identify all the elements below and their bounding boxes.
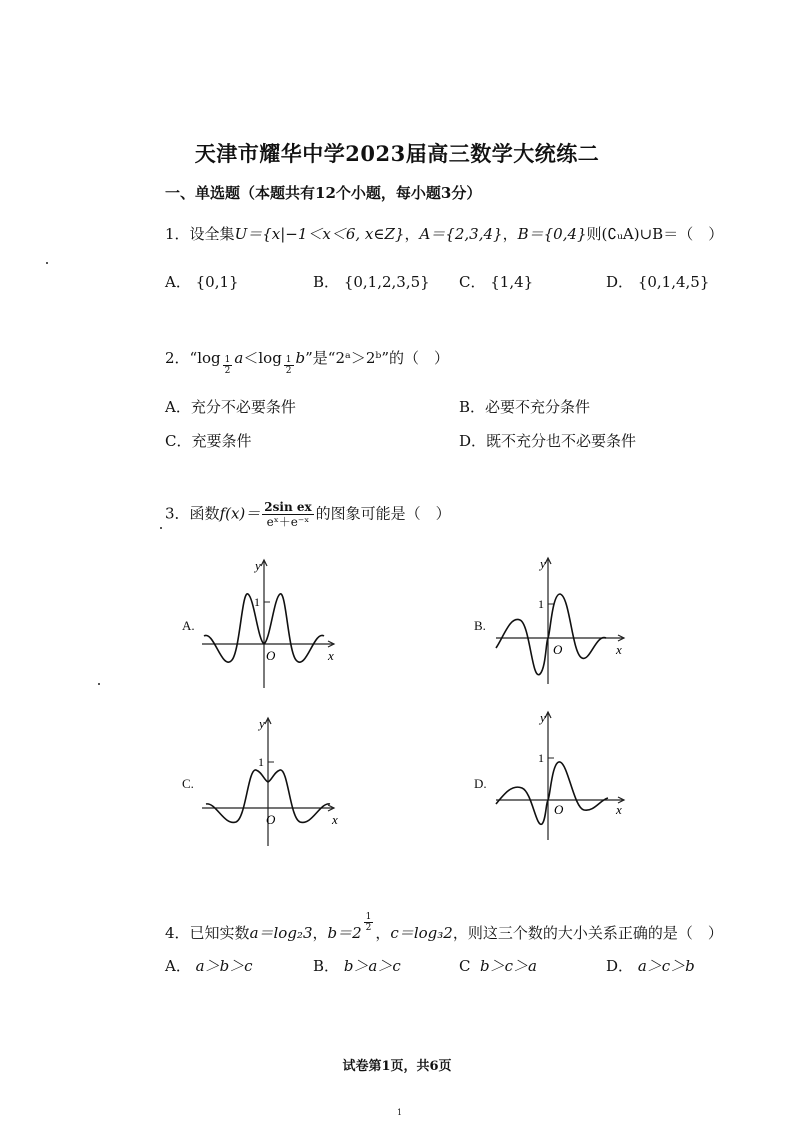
separator: ， [312, 924, 328, 942]
graph-d-label: D. [474, 776, 487, 791]
scan-speck [98, 683, 100, 685]
option-letter: D． [606, 957, 634, 975]
graph-c[interactable] [198, 714, 348, 854]
question-query: 则(∁ᵤA)∪B＝（ ） [586, 225, 724, 243]
function-expression: f(x)＝ [219, 504, 261, 523]
option-text: {0,1} [195, 273, 239, 291]
curve [496, 594, 606, 675]
option-letter: B． [459, 398, 486, 416]
graph-a-label: A. [182, 618, 195, 633]
x-axis-label: x [332, 812, 338, 827]
origin-label: O [266, 648, 276, 663]
separator: ， [404, 225, 420, 243]
option-text: a＞b＞c [195, 957, 253, 975]
option-letter: B． [313, 957, 340, 975]
option-letter: C． [459, 273, 486, 291]
option-c[interactable] [459, 271, 533, 292]
exam-title: 天津市耀华中学2023届高三数学大统练二 [194, 141, 600, 166]
option-text: b＞a＞c [343, 957, 401, 975]
option-text: 充分不必要条件 [190, 398, 296, 416]
option-text: {0,1,2,3,5} [343, 273, 430, 291]
question-text: ，则这三个数的大小关系正确的是（ ） [452, 924, 723, 942]
option-text: b＞c＞a [480, 957, 537, 975]
question-text: 已知实数 [189, 924, 250, 942]
option-a[interactable] [165, 955, 253, 976]
scan-speck [46, 262, 48, 264]
tick-label: 1 [258, 755, 264, 769]
separator: ， [502, 225, 518, 243]
graph-b-label: B. [474, 618, 486, 633]
log-symbol: log [258, 349, 282, 367]
section-heading: 一、单选题（本题共有12个小题，每小题3分） [165, 184, 482, 202]
separator: ， [375, 924, 391, 942]
quote-mark: “ [189, 349, 198, 367]
question-text: 函数 [189, 504, 220, 523]
graph-b[interactable] [490, 554, 640, 694]
y-axis-label: y [540, 556, 546, 571]
question-text: 的图象可能是（ ） [315, 504, 451, 523]
question-2 [165, 347, 449, 376]
page-number: 1 [397, 1108, 403, 1117]
option-letter: D． [606, 273, 634, 291]
option-a[interactable] [165, 271, 239, 292]
fraction-denominator: 2 [365, 923, 372, 933]
fraction-numerator: 1 [224, 355, 231, 365]
option-text: 既不充分也不必要条件 [486, 432, 637, 450]
option-c[interactable] [165, 430, 252, 451]
tick-label: 1 [254, 595, 260, 609]
question-1 [165, 223, 723, 244]
b-exponent-fraction [364, 912, 374, 933]
option-text: 充要条件 [191, 432, 252, 450]
option-letter: C． [165, 432, 192, 450]
option-text: {0,1,4,5} [637, 273, 710, 291]
option-d[interactable] [606, 271, 709, 292]
less-than: ＜ [243, 349, 259, 367]
variable-b: b [295, 349, 306, 367]
exponent-expression: 2ᵃ＞2ᵇ [335, 349, 382, 367]
y-axis-label: y [259, 716, 265, 731]
option-d[interactable] [459, 430, 636, 451]
option-letter: B． [313, 273, 340, 291]
option-d[interactable] [606, 955, 695, 976]
x-axis-label: x [328, 648, 334, 663]
question-number: 1． [165, 225, 190, 243]
set-a-expression: A＝{2,3,4} [419, 225, 503, 243]
question-number: 4． [165, 924, 190, 942]
y-axis-label: y [540, 710, 546, 725]
option-text: 必要不充分条件 [485, 398, 591, 416]
fraction-numerator: 1 [285, 355, 292, 365]
log-symbol: log [197, 349, 221, 367]
question-text: ”是“ [305, 349, 336, 367]
question-text: ”的（ ） [381, 349, 450, 367]
y-axis-label: y [255, 558, 261, 573]
fraction-numerator: 2sin ex [264, 500, 312, 514]
x-axis-label: x [616, 802, 622, 817]
variable-a: a [234, 349, 244, 367]
question-4 [165, 912, 723, 943]
x-axis-label: x [616, 642, 622, 657]
option-letter: A． [165, 957, 191, 975]
question-number: 3． [165, 504, 190, 523]
fraction-denominator: eˣ＋e⁻ˣ [266, 515, 310, 529]
option-a[interactable] [165, 396, 296, 417]
option-text: a＞c＞b [637, 957, 695, 975]
graph-c-label: C. [182, 776, 194, 791]
set-b-expression: B＝{0,4} [517, 225, 587, 243]
scan-speck [160, 527, 162, 529]
log-base-fraction [223, 355, 233, 376]
fraction-denominator: 2 [285, 366, 292, 376]
page-footer: 试卷第1页，共6页 [342, 1059, 452, 1074]
fraction-numerator: 1 [365, 912, 372, 922]
option-letter: A． [165, 398, 191, 416]
question-3 [165, 500, 451, 529]
log-base-fraction [284, 355, 294, 376]
origin-label: O [266, 812, 276, 827]
b-expression: b＝2 [327, 924, 362, 942]
curve [496, 762, 608, 824]
graph-d[interactable] [490, 708, 640, 848]
c-expression: c＝log₃2 [390, 924, 453, 942]
question-text: 设全集 [189, 225, 235, 243]
origin-label: O [554, 802, 564, 817]
set-u-expression: U＝{x|−1＜x＜6, x∈Z} [234, 225, 405, 243]
graph-a[interactable] [198, 556, 348, 696]
option-letter: D． [459, 432, 487, 450]
option-letter: C [459, 957, 471, 975]
tick-label: 1 [538, 751, 544, 765]
question-number: 2． [165, 349, 190, 367]
a-expression: a＝log₂3 [249, 924, 313, 942]
option-b[interactable] [313, 271, 430, 292]
option-b[interactable] [459, 396, 590, 417]
function-fraction [262, 500, 313, 529]
fraction-denominator: 2 [224, 366, 231, 376]
tick-label: 1 [538, 597, 544, 611]
option-b[interactable] [313, 955, 401, 976]
origin-label: O [553, 642, 563, 657]
option-c[interactable] [459, 955, 537, 976]
option-text: {1,4} [490, 273, 534, 291]
option-letter: A． [165, 273, 191, 291]
